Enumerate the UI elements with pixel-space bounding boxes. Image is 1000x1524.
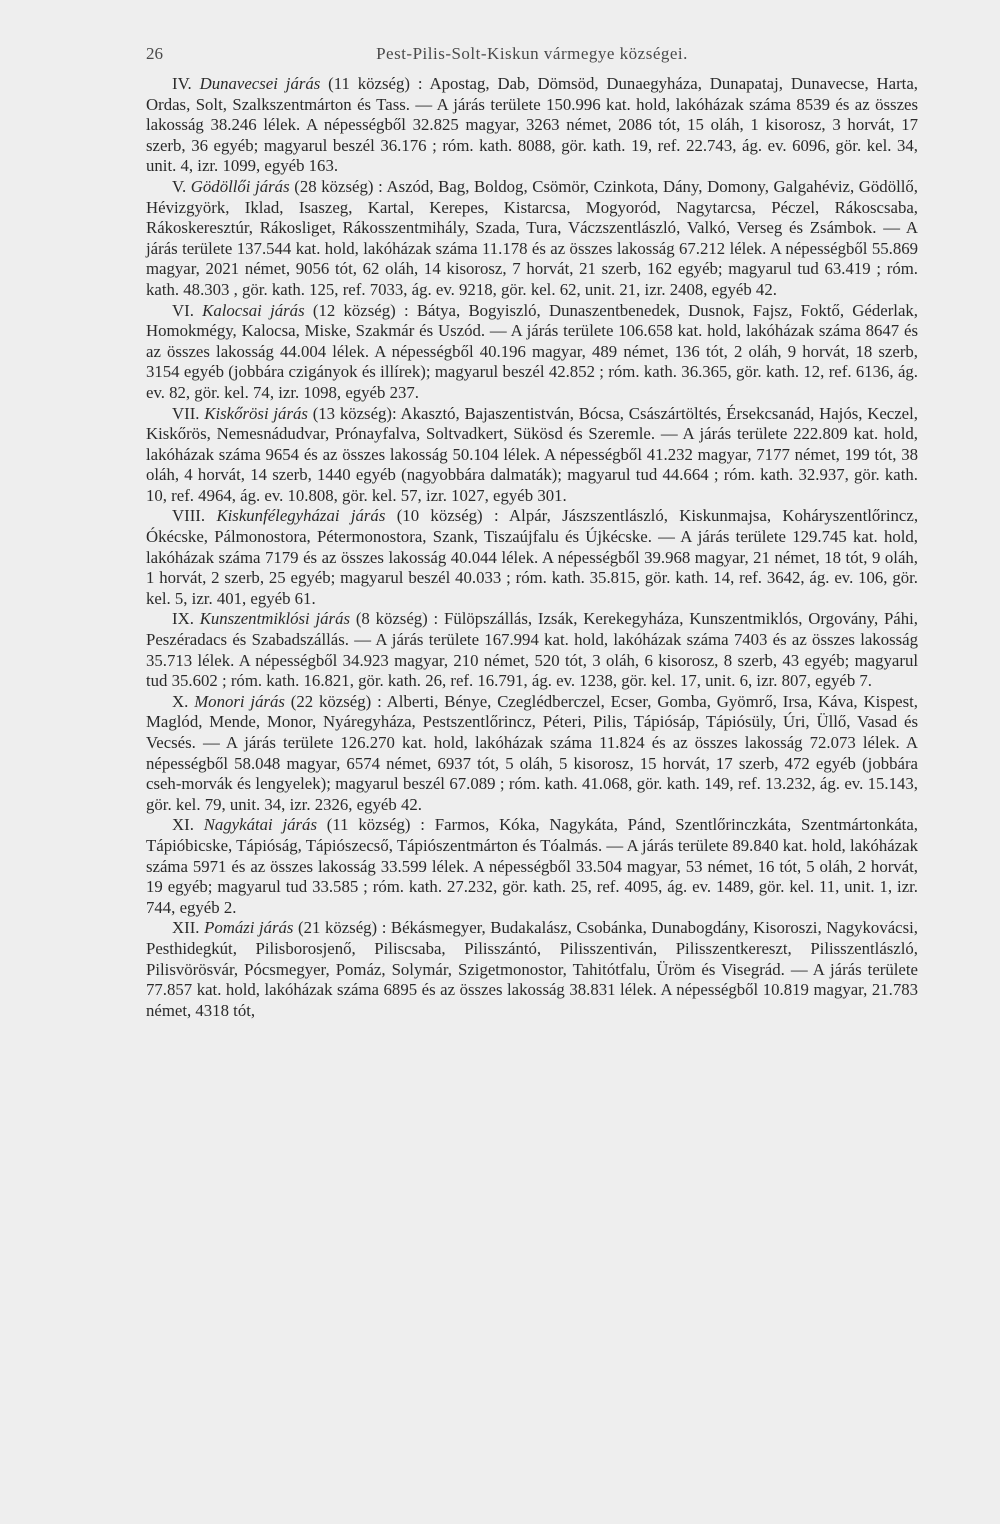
district-numeral: X.: [172, 691, 189, 711]
district-numeral: IV.: [172, 74, 192, 93]
running-head: [146, 40, 918, 74]
district-text: (8 község) : Fülöpszállás, Izsák, Kerekegyháza, Kunszentmiklós, Orgovány, Páhi, Peszéradacs és Szabadszállás. — A járás területe 167.994 kat. hold, lakóházak száma 7403 és az összes lakosság 35.713 lélek. A népességből 34.923 magyar, 210 német, 520 tót, 3 oláh, 6 kisorosz, 8 szerb, 43 egyéb; magyarul tud 35.602 ; róm. kath. 16.821, gör. kath. 26, ref. 16.791, ág. ev. 1238, gör. kel. 17, unit. 6, izr. 807, egyéb 7.: [146, 609, 918, 691]
district-section-iv: [146, 74, 918, 177]
district-text: (11 község) : Farmos, Kóka, Nagykáta, Pánd, Szentlőrinczkáta, Szentmártonkáta, Tápióbicske, Tápióság, Tápiószecső, Tápiószentmárton és Tóalmás. — A járás területe 89.840 kat. hold, lakóházak száma 5971 és az összes lakosság 33.599 lélek. A népességből 33.504 magyar, 53 német, 16 tót, 5 oláh, 2 horvát, 19 egyéb; magyarul tud 33.585 ; róm. kath. 27.232, gör. kath. 25, ref. 4095, ág. ev. 1489, gör. kel. 11, unit. 1, izr. 744, egyéb 2.: [146, 815, 918, 917]
running-title: Pest-Pilis-Solt-Kiskun vármegye községei.: [376, 44, 688, 63]
district-numeral: V.: [172, 176, 187, 196]
district-section-viii: [146, 506, 918, 609]
district-name: Gödöllői járás: [190, 176, 290, 196]
district-text: (10 község) : Alpár, Jászszentlászló, Kiskunmajsa, Koháryszentlőrincz, Ókécske, Pálmonostora, Pétermonostora, Szank, Tiszaújfalu és Újkécske. — A járás területe 129.745 kat. hold, lakóházak száma 7179 és az összes lakosság 40.044 lélek. A népességből 39.968 magyar, 21 német, 18 tót, 9 oláh, 1 horvát, 2 szerb, 25 egyéb; magyarul beszél 40.033 ; róm. kath. 35.815, gör. kath. 14, ref. 3642, ág. ev. 106, gör. kel. 5, izr. 401, egyéb 61.: [146, 506, 919, 608]
district-section-x: [146, 692, 918, 816]
district-numeral: VII.: [172, 403, 200, 423]
district-section-ix: [146, 609, 918, 691]
district-section-vi: [146, 301, 918, 404]
district-numeral: IX.: [172, 609, 194, 629]
district-numeral: VIII.: [172, 506, 206, 526]
district-name: Kalocsai járás: [202, 300, 305, 320]
district-name: Kiskőrösi járás: [204, 403, 308, 423]
district-section-xii: [146, 918, 918, 1021]
district-numeral: VI.: [172, 300, 194, 320]
district-text: (11 község) : Apostag, Dab, Dömsöd, Dunaegyháza, Dunapataj, Dunavecse, Harta, Ordas, Solt, Szalkszentmárton és Tass. — A járás területe 150.996 kat. hold, lakóházak száma 8539 és az összes lakosság 38.246 lélek. A népességből 32.825 magyar, 3263 német, 2086 tót, 15 oláh, 1 kisorosz, 3 horvát, 17 szerb, 36 egyéb; magyarul beszél 36.176 ; róm. kath. 8088, gör. kath. 19, ref. 22.743, ág. ev. 6096, gör. kel. 34, unit. 4, izr. 1099, egyéb 163.: [146, 74, 918, 176]
district-text: (12 község) : Bátya, Bogyiszló, Dunaszentbenedek, Dusnok, Fajsz, Foktő, Géderlak, Homokmégy, Kalocsa, Miske, Szakmár és Uszód. — A járás területe 106.658 kat. hold, lakóházak száma 8647 és az összes lakosság 44.004 lélek. A népességből 40.196 magyar, 489 német, 136 tót, 2 oláh, 9 horvát, 18 szerb, 3154 egyéb (jobbára czigányok és illírek); magyarul beszél 42.852 ; róm. kath. 36.365, gör. kath. 12, ref. 6136, ág. ev. 82, gör. kel. 74, izr. 1098, egyéb 237.: [146, 300, 918, 402]
district-text: (28 község) : Aszód, Bag, Boldog, Csömör, Czinkota, Dány, Domony, Galgahéviz, Gödöllő, Hévizgyörk, Iklad, Isaszeg, Kartal, Kerepes, Kistarcsa, Mogyoród, Nagytarcsa, Péczel, Rákoscsaba, Rákoskeresztúr, Rákosliget, Rákosszentmihály, Szada, Tura, Váczszentlászló, Valkó, Verseg és Zsámbok. — A járás területe 137.544 kat. hold, lakóházak száma 11.178 és az összes lakosság 67.212 lélek. A népességből 55.869 magyar, 2021 német, 9056 tót, 62 oláh, 14 kisorosz, 7 horvát, 21 szerb, 162 egyéb; magyarul tud 63.419 ; róm. kath. 48.303 , gör. kath. 125, ref. 7033, ág. ev. 9218, gör. kel. 62, unit. 21, izr. 2408, egyéb 42.: [146, 176, 918, 299]
page-number: 26: [146, 44, 163, 63]
district-section-xi: [146, 815, 918, 918]
district-name: Kunszentmiklósi járás: [199, 609, 351, 629]
district-section-v: [146, 177, 918, 301]
page-body: [146, 74, 918, 1021]
district-text: (22 község) : Alberti, Bénye, Czeglédberczel, Ecser, Gomba, Gyömrő, Irsa, Káva, Kispest, Maglód, Mende, Monor, Nyáregyháza, Pestszentlőrincz, Péteri, Pilis, Tápiósáp, Tápiósüly, Úri, Üllő, Vasad és Vecsés. — A járás területe 126.270 kat. hold, lakóházak száma 11.824 és az összes lakosság 72.073 lélek. A népességből 58.048 magyar, 6574 német, 6937 tót, 5 oláh, 5 kisorosz, 15 horvát, 17 szerb, 472 egyéb (jobbára cseh-morvák és lengyelek); magyarul beszél 67.089 ; róm. kath. 41.068, gör. kath. 149, ref. 13.232, ág. ev. 15.143, gör. kel. 79, unit. 34, izr. 2326, egyéb 42.: [146, 691, 919, 814]
district-name: Nagykátai járás: [203, 815, 317, 835]
district-numeral: XI.: [172, 815, 194, 835]
district-name: Dunavecsei járás: [199, 74, 321, 93]
district-text: (13 község): Akasztó, Bajaszentistván, Bócsa, Császártöltés, Érsekcsanád, Hajós, Keczel, Kiskőrös, Nemesnádudvar, Prónayfalva, Soltvadkert, Sükösd és Szeremle. — A járás területe 222.809 kat. hold, lakóházak száma 9654 és az összes lakosság 50.104 lélek. A népességből 41.232 magyar, 7177 német, 199 tót, 38 oláh, 4 horvát, 14 szerb, 1440 egyéb (nagyobbára dalmaták); magyarul tud 44.664 ; róm. kath. 32.937, gör. kath. 10, ref. 4964, ág. ev. 10.808, gör. kel. 57, izr. 1027, egyéb 301.: [146, 403, 918, 505]
district-numeral: XII.: [172, 918, 200, 938]
district-name: Pomázi járás: [204, 918, 294, 938]
district-text: (21 község) : Békásmegyer, Budakalász, Csobánka, Dunabogdány, Kisoroszi, Nagykovácsi, Pesthidegkút, Pilisborosjenő, Piliscsaba, Pilisszántó, Pilisszentiván, Pilisszentkereszt, Pilisszentlászló, Pilisvörösvár, Pócsmegyer, Pomáz, Solymár, Szigetmonostor, Tahitótfalu, Üröm és Visegrád. — A járás területe 77.857 kat. hold, lakóházak száma 6895 és az összes lakosság 38.831 lélek. A népességből 10.819 magyar, 21.783 német, 4318 tót,: [146, 918, 919, 1020]
district-name: Kiskunfélegyházai járás: [216, 506, 386, 526]
district-section-vii: [146, 404, 918, 507]
district-name: Monori járás: [194, 691, 285, 711]
